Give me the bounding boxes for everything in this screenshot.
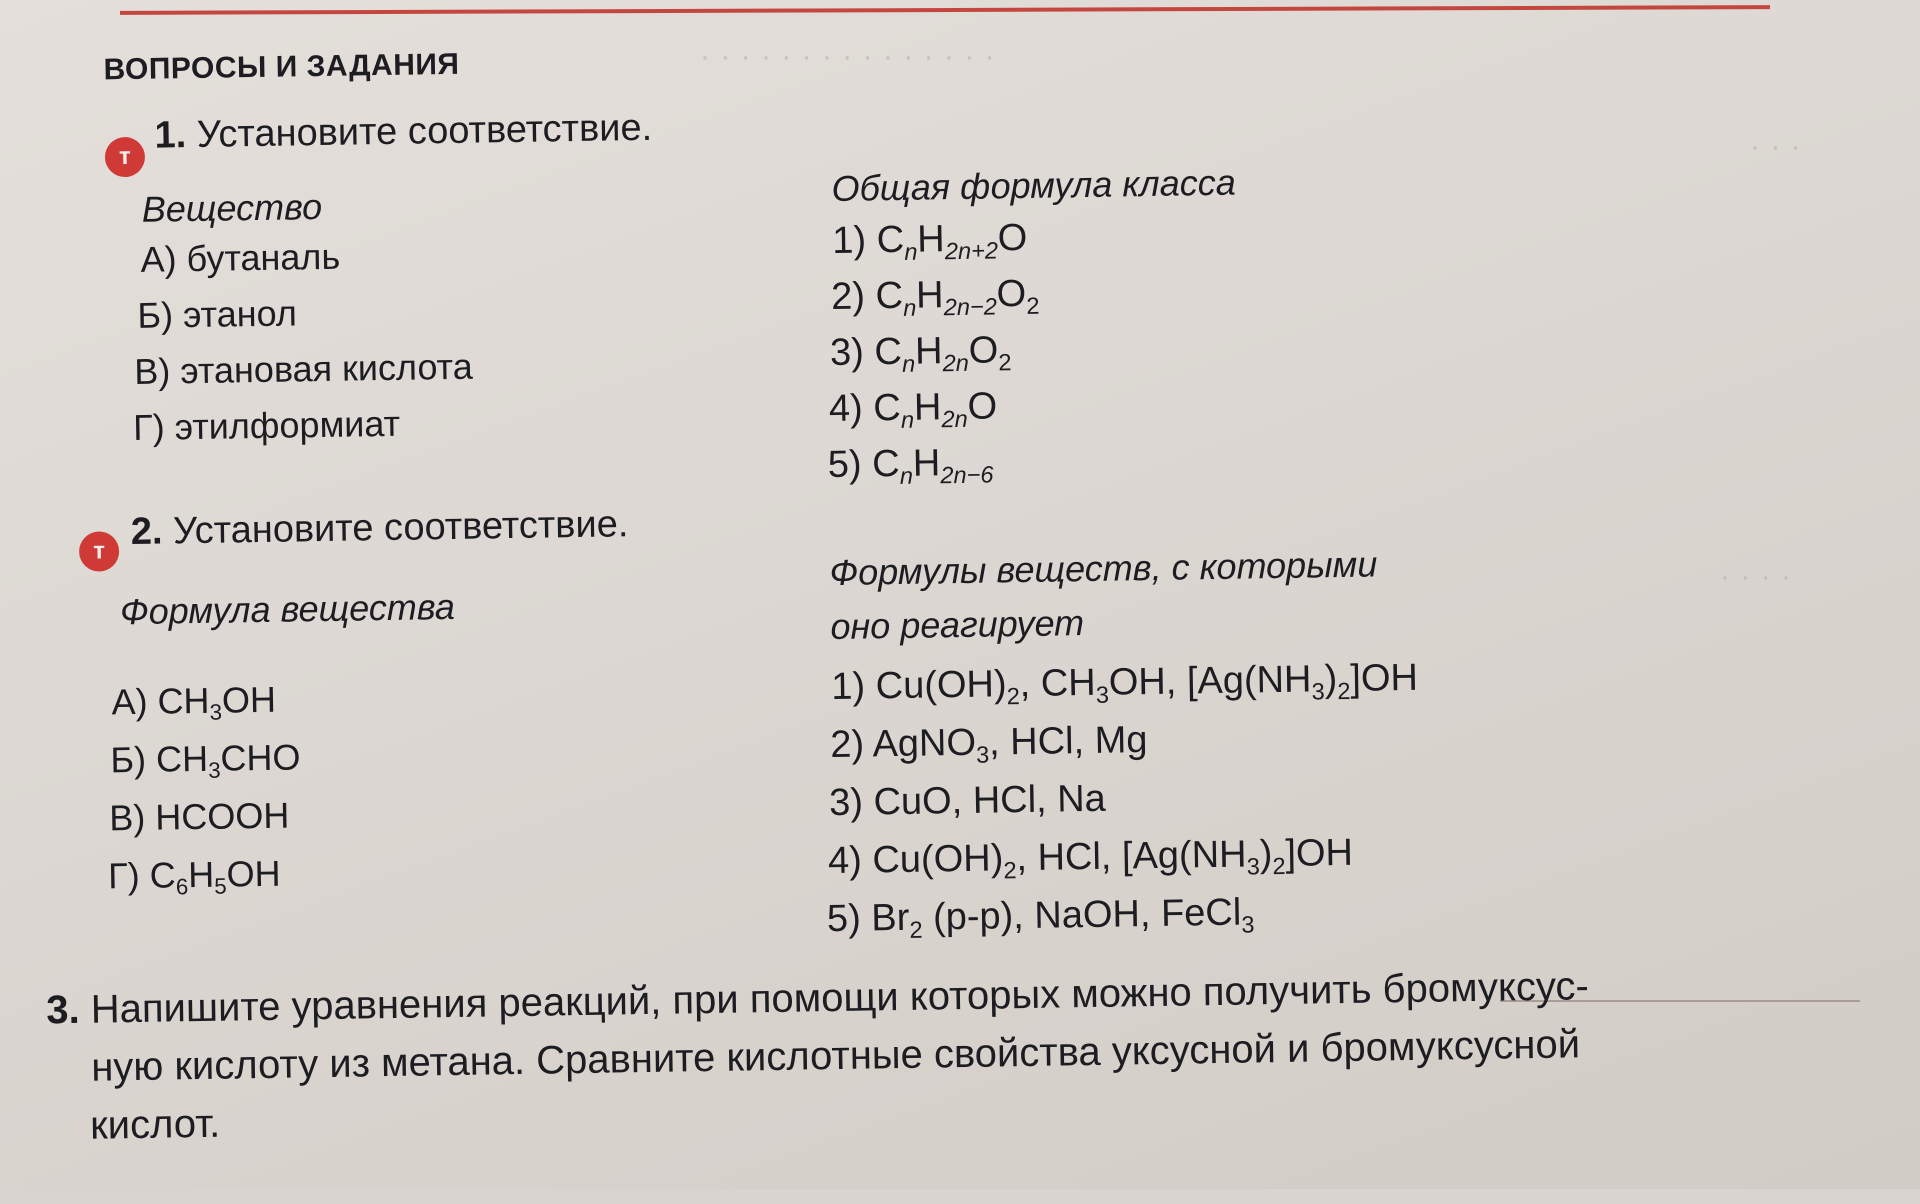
task2-option [830, 719, 1148, 767]
task3-number: 3. [46, 988, 80, 1033]
formula-sub: 2 [1026, 292, 1040, 318]
teacher-badge-icon: т [105, 137, 146, 178]
formula-sub: 3 [1241, 911, 1255, 937]
formula-part: ) [1259, 833, 1272, 875]
task1-item: В) этановая кислота [134, 346, 473, 393]
task2-option [829, 778, 1106, 825]
formula-sub: 3 [1311, 678, 1325, 704]
formula-sub: 3 [209, 700, 222, 725]
formula-sub: 2n−2 [944, 293, 997, 320]
formula-sub: 2 [1007, 683, 1021, 709]
formula-sub: 3 [1246, 853, 1260, 879]
task2-title [131, 503, 629, 554]
formula-part: В) HCOOH [109, 795, 290, 839]
task2-right-header-line1: Формулы веществ, с которыми [829, 543, 1377, 594]
formula-part: 1) C [832, 219, 904, 262]
formula-part: 5) C [828, 443, 900, 486]
task1-item: Г) этилформиат [133, 403, 401, 449]
formula-sub: n [904, 238, 918, 264]
formula-sub: n [901, 406, 915, 432]
formula-part: H [188, 854, 215, 895]
formula-part: Г) C [108, 854, 176, 896]
formula-sub: n [900, 462, 914, 488]
formula-part: 4) C [829, 387, 901, 430]
formula-part: ) [1324, 658, 1337, 700]
task1-item: Б) этанол [137, 292, 297, 336]
task1-formula [829, 385, 998, 431]
formula-sub: 3 [208, 758, 221, 783]
formula-sub: 3 [976, 741, 990, 767]
formula-part: 5) Br [827, 897, 910, 940]
formula-part: H [917, 218, 945, 260]
formula-part: OH [226, 853, 281, 895]
task2-item [108, 853, 281, 898]
formula-sub: n [902, 350, 916, 376]
formula-sub: 2 [998, 349, 1012, 375]
formula-part: 2) C [831, 275, 903, 318]
task3-line3: кислот. [90, 1096, 221, 1155]
formula-part: Б) CH [110, 738, 208, 781]
bleed-through-text: · · · · [1720, 560, 1792, 594]
task1-formula [828, 441, 994, 487]
task1-formula [831, 273, 1040, 319]
task2-item [110, 736, 301, 781]
formula-part: 1) Cu(OH) [831, 663, 1007, 708]
bleed-through-text: · · · · · · · · · · · · · · · [700, 40, 996, 74]
formula-part: А) CH [111, 680, 210, 723]
task2-right-header-line2: оно реагирует [830, 602, 1084, 648]
formula-sub: 2 [909, 916, 923, 942]
bleed-through-text: · · · [1750, 130, 1802, 164]
formula-part: H [915, 330, 943, 372]
formula-sub: 2n+2 [945, 237, 998, 264]
task2-title-text: Установите соответствие. [173, 503, 629, 552]
task2-item [111, 679, 276, 724]
task3-line1: Напишите уравнения реакций, при помощи которых можно получить бромуксус- [90, 964, 1589, 1032]
task2-option [831, 657, 1418, 709]
formula-part: H [912, 442, 940, 484]
formula-sub: 2n−6 [940, 461, 993, 488]
formula-part: 3) CuO, HCl, Na [829, 778, 1106, 824]
section-title: ВОПРОСЫ И ЗАДАНИЯ [103, 48, 459, 88]
task2-item [109, 795, 290, 840]
task2-left-header: Формула вещества [120, 586, 455, 633]
task1-number: 1. [154, 114, 186, 156]
formula-part: ]OH [1350, 657, 1418, 700]
formula-sub: 3 [1096, 681, 1110, 707]
formula-sub: 6 [176, 874, 189, 899]
formula-part: OH, [Ag(NH [1108, 658, 1311, 703]
task1-right-header: Общая формула класса [831, 162, 1236, 210]
formula-part: , CH [1019, 662, 1096, 705]
task2-option [827, 891, 1255, 941]
task1-title [154, 107, 652, 158]
formula-sub: 5 [214, 874, 227, 899]
formula-part: H [914, 386, 942, 428]
formula-part: OH [222, 679, 277, 721]
teacher-badge-icon: т [79, 531, 120, 572]
formula-sub: 2 [1003, 857, 1017, 883]
formula-part: (р-р), NaOH, FeCl [922, 892, 1241, 939]
formula-sub: 2 [1272, 852, 1286, 878]
formula-part: , HCl, [Ag(NH [1016, 834, 1247, 880]
formula-part: 2) AgNO [830, 722, 976, 766]
task2-number: 2. [131, 511, 163, 553]
formula-sub: 2 [1337, 677, 1351, 703]
formula-part: O [968, 329, 998, 371]
formula-part: 3) C [830, 331, 902, 374]
task1-item: А) бутаналь [140, 236, 340, 281]
task3-line2: ную кислоту из метана. Сравните кислотные свойства уксусной и бромуксусной [91, 1016, 1581, 1096]
formula-part: , HCl, Mg [989, 719, 1148, 763]
formula-sub: 2n [942, 349, 969, 375]
task1-formula [830, 329, 1012, 375]
task1-left-header: Вещество [141, 186, 322, 231]
task1-formula [832, 217, 1028, 263]
formula-sub: n [903, 294, 917, 320]
formula-part: O [996, 273, 1026, 315]
formula-part: 4) Cu(OH) [828, 837, 1004, 882]
task1-title-text: Установите соответствие. [197, 107, 653, 156]
formula-part: O [997, 217, 1027, 259]
formula-part: H [916, 274, 944, 316]
formula-part: O [967, 385, 997, 427]
formula-part: ]OH [1285, 832, 1353, 875]
formula-sub: 2n [941, 405, 968, 431]
task2-option [828, 832, 1354, 883]
formula-part: CHO [220, 736, 301, 778]
